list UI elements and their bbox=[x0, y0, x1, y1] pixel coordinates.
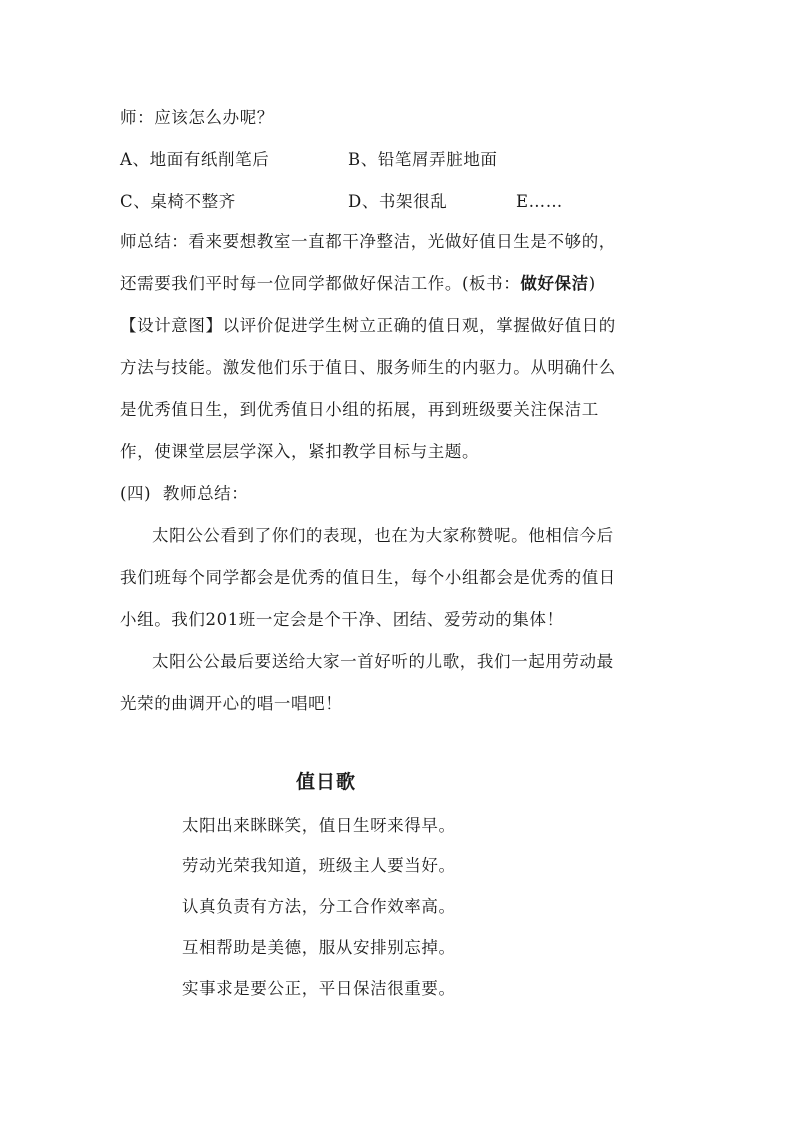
song-line-4: 互相帮助是美德，服从安排别忘掉。 bbox=[182, 938, 456, 957]
option-a: A、地面有纸削笔后 bbox=[120, 150, 270, 169]
summary-line-1: 师总结：看来要想教室一直都干净整洁，光做好值日生是不够的， bbox=[120, 232, 616, 251]
summary-line-2 bbox=[120, 272, 596, 296]
song-line-5: 实事求是要公正，平日保洁很重要。 bbox=[182, 979, 456, 998]
design-intent-line-4: 作，使课堂层层学深入，紧扣教学目标与主题。 bbox=[120, 442, 480, 461]
teacher-summary-p2-line-1: 太阳公公最后要送给大家一首好听的儿歌，我们一起用劳动最 bbox=[152, 652, 614, 671]
options-row-1 bbox=[120, 148, 620, 172]
option-e: E…… bbox=[516, 192, 563, 211]
teacher-summary-heading: (四) 教师总结： bbox=[120, 484, 249, 503]
board-writing: 做好保洁 bbox=[520, 274, 589, 293]
song-line-2: 劳动光荣我知道，班级主人要当好。 bbox=[182, 856, 456, 875]
design-intent-line-1: 【设计意图】以评价促进学生树立正确的值日观，掌握做好值日的 bbox=[120, 316, 616, 335]
summary-line-2-end: ) bbox=[588, 274, 596, 293]
option-c: C、桌椅不整齐 bbox=[120, 192, 236, 211]
song-title: 值日歌 bbox=[295, 771, 356, 793]
teacher-summary-p2-line-2: 光荣的曲调开心的唱一唱吧！ bbox=[120, 694, 343, 713]
summary-line-2-text: 还需要我们平时每一位同学都做好保洁工作。(板书： bbox=[120, 274, 521, 293]
teacher-summary-p1-line-1: 太阳公公看到了你们的表现，也在为大家称赞呢。他相信今后 bbox=[152, 526, 614, 545]
song-line-1: 太阳出来眯眯笑，值日生呀来得早。 bbox=[182, 816, 456, 835]
teacher-summary-p1-line-2: 我们班每个同学都会是优秀的值日生，每个小组都会是优秀的值日 bbox=[120, 568, 616, 587]
design-intent-line-3: 是优秀值日生，到优秀值日小组的拓展，再到班级要关注保洁工 bbox=[120, 400, 599, 419]
song-line-3: 认真负责有方法，分工合作效率高。 bbox=[182, 897, 456, 916]
design-intent-line-2: 方法与技能。激发他们乐于值日、服务师生的内驱力。从明确什么 bbox=[120, 358, 616, 377]
options-row-2 bbox=[120, 190, 620, 214]
teacher-summary-p1-line-3: 小组。我们201班一定会是个干净、团结、爱劳动的集体！ bbox=[120, 610, 564, 629]
option-d: D、书架很乱 bbox=[348, 192, 448, 211]
question-line: 师：应该怎么办呢？ bbox=[120, 108, 274, 127]
option-b: B、铅笔屑弄脏地面 bbox=[348, 150, 498, 169]
